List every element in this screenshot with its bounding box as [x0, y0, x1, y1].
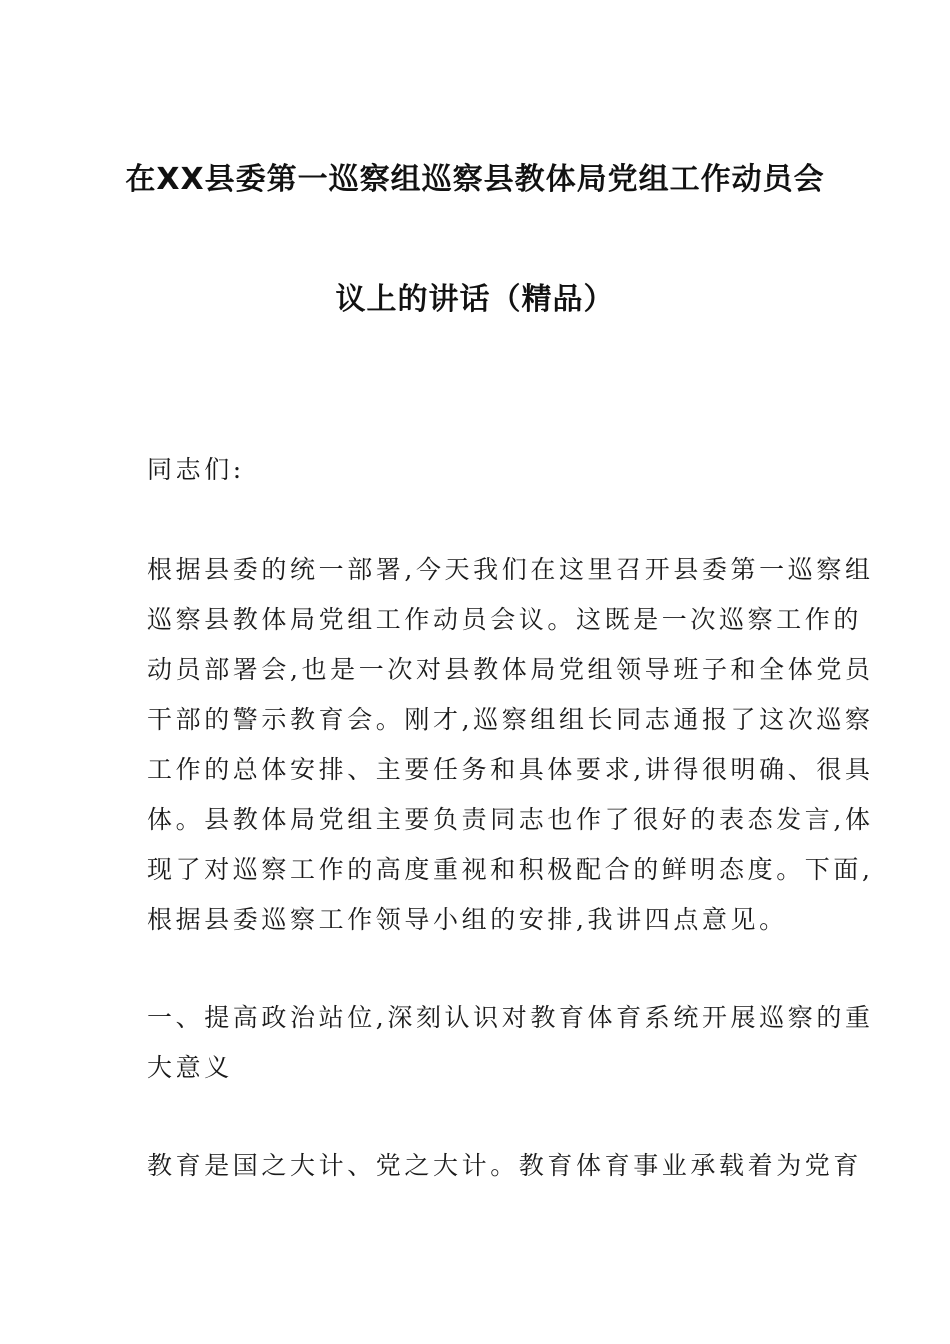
paragraph-line: 工作的总体安排、主要任务和具体要求,讲得很明确、很具 [147, 755, 874, 784]
salutation: 同志们: [147, 455, 245, 484]
paragraph-line: 体。县教体局党组主要负责同志也作了很好的表态发言,体 [147, 805, 874, 834]
paragraph-line: 根据县委的统一部署,今天我们在这里召开县委第一巡察组 [147, 555, 874, 584]
paragraph-line: 干部的警示教育会。刚才,巡察组组长同志通报了这次巡察 [147, 705, 874, 734]
paragraph-line: 巡察县教体局党组工作动员会议。这既是一次巡察工作的 [147, 605, 863, 634]
paragraph-line: 根据县委巡察工作领导小组的安排,我讲四点意见。 [147, 905, 788, 934]
heading-line: 大意义 [147, 1053, 233, 1082]
paragraph-line: 教育是国之大计、党之大计。教育体育事业承载着为党育 [147, 1151, 863, 1180]
paragraph-line: 现了对巡察工作的高度重视和积极配合的鲜明态度。下面, [147, 855, 874, 884]
paragraph-line: 动员部署会,也是一次对县教体局党组领导班子和全体党员 [147, 655, 874, 684]
heading-line: 一、提高政治站位,深刻认识对教育体育系统开展巡察的重 [147, 1003, 874, 1032]
document-title-line-1: 在XX县委第一巡察组巡察县教体局党组工作动员会 [125, 162, 825, 197]
document-title-line-2: 议上的讲话（精品） [335, 282, 615, 317]
